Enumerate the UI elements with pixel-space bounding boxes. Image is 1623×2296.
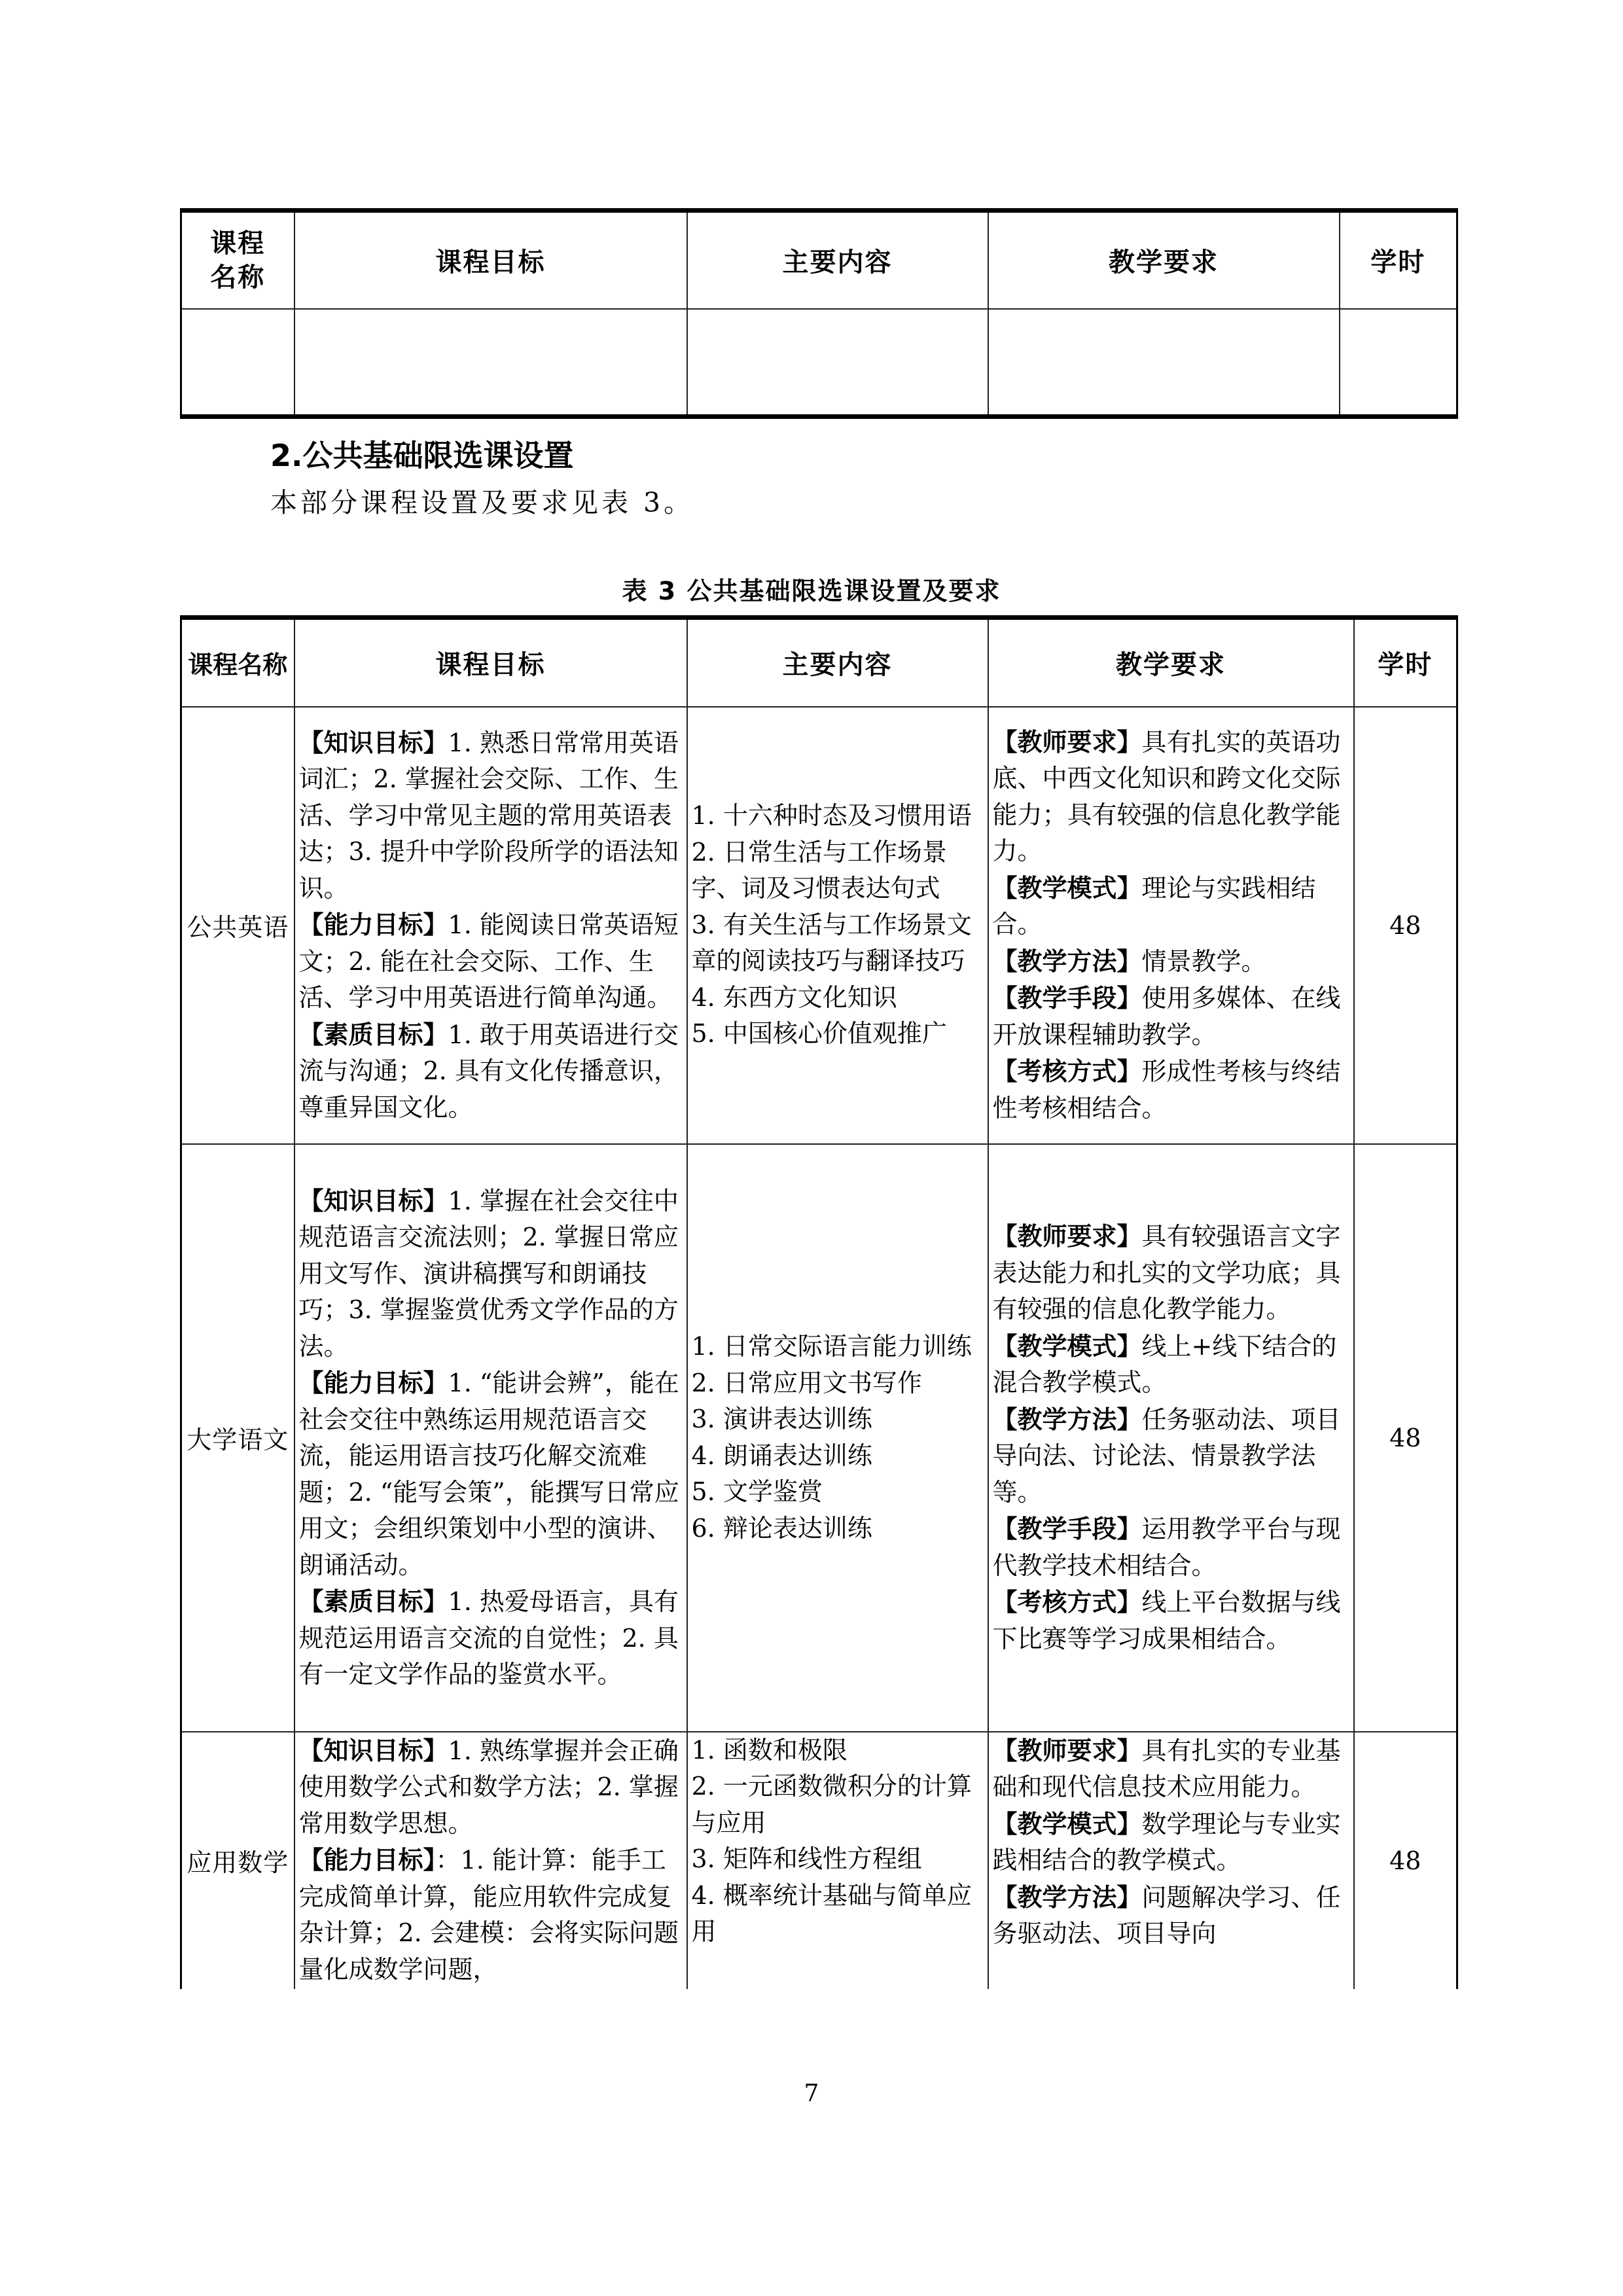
requirement-item: [993, 870, 1351, 943]
requirement-item: [993, 980, 1351, 1053]
goal-text: ：1. 能计算：能手工完成简单计算，能应用软件完成复杂计算；2. 会建模：会将实际问题量化成数学问题，: [298, 1846, 679, 1984]
requirement-text: 数学理论与专业实践相结合的教学模式。: [992, 1809, 1341, 1874]
header-teaching-requirements: 教学要求: [988, 618, 1354, 707]
requirement-text: 线上平台数据与线下比赛等学习成果相结合。: [992, 1588, 1341, 1653]
content-item: 2. 日常生活与工作场景字、词及习惯表达句式: [691, 837, 947, 903]
requirement-item: [993, 1511, 1351, 1584]
requirement-text: 任务驱动法、项目导向法、讨论法、情景教学法等。: [992, 1405, 1341, 1507]
table-row-empty: [181, 309, 1457, 417]
requirement-tag: 【教学模式】: [992, 872, 1142, 903]
goal-tag: 【能力目标】: [298, 910, 448, 940]
header-main-content: 主要内容: [687, 618, 988, 707]
goal-text: 1. 敢于用英语进行交流与沟通；2. 具有文化传播意识，尊重异国文化。: [298, 1020, 679, 1122]
header-hours: 学时: [1340, 211, 1457, 309]
goal-tag: 【能力目标】: [298, 1845, 436, 1874]
content-item: 4. 概率统计基础与简单应用: [691, 1880, 972, 1946]
content-item: 2. 日常应用文书写作: [691, 1368, 922, 1397]
table-header-row: [181, 618, 1457, 707]
empty-cell: [1340, 309, 1457, 417]
course-goals: [294, 1732, 687, 1989]
page-number: 7: [804, 2080, 819, 2107]
goal-tag: 【知识目标】: [298, 727, 448, 757]
goal-text: 1. 能阅读日常英语短文；2. 能在社会交际、工作、生活、学习中用英语进行简单沟通。: [298, 910, 679, 1013]
course-hours: 48: [1354, 707, 1457, 1144]
content-item: 3. 演讲表达训练: [691, 1405, 872, 1433]
teaching-requirements: [988, 707, 1354, 1144]
header-course-name-line2: 名称: [210, 262, 266, 293]
requirement-tag: 【教学模式】: [992, 1331, 1142, 1361]
goal-item: [299, 1732, 684, 1842]
requirement-tag: 【教学手段】: [992, 1514, 1142, 1543]
content-item: 5. 文学鉴赏: [691, 1477, 823, 1506]
header-course-goals: 课程目标: [294, 618, 687, 707]
header-main-content: 主要内容: [687, 211, 988, 309]
requirement-tag: 【考核方式】: [992, 1587, 1142, 1617]
section-heading: 2.公共基础限选课设置: [270, 438, 574, 473]
previous-course-table: [180, 208, 1458, 419]
requirement-tag: 【教师要求】: [992, 1221, 1142, 1251]
header-course-goals: 课程目标: [294, 211, 687, 309]
requirement-tag: 【教学手段】: [992, 983, 1142, 1013]
content-item: 3. 矩阵和线性方程组: [691, 1844, 922, 1873]
goal-tag: 【素质目标】: [298, 1587, 448, 1616]
table-row: [181, 1732, 1457, 1989]
elective-course-table: [180, 615, 1458, 1989]
main-content: [687, 1144, 988, 1732]
requirement-text: 使用多媒体、在线开放课程辅助教学。: [992, 984, 1341, 1049]
course-name: 公共英语: [181, 707, 294, 1144]
empty-cell: [988, 309, 1340, 417]
requirement-tag: 【教学方法】: [992, 946, 1142, 976]
requirement-tag: 【考核方式】: [992, 1056, 1142, 1086]
requirement-item: [993, 1328, 1351, 1401]
header-course-name: [181, 211, 294, 309]
teaching-requirements: [988, 1144, 1354, 1732]
requirement-tag: 【教师要求】: [992, 1735, 1142, 1765]
requirement-item: [993, 1401, 1351, 1511]
course-hours: 48: [1354, 1732, 1457, 1989]
goal-text: 1. 热爱母语言，具有规范运用语言交流的自觉性；2. 具有一定文学作品的鉴赏水平。: [298, 1587, 679, 1689]
requirement-item: [993, 1218, 1351, 1328]
requirement-tag: 【教学方法】: [992, 1404, 1142, 1434]
content-item: 2. 一元函数微积分的计算与应用: [691, 1772, 972, 1837]
content-item: 4. 朗诵表达训练: [691, 1441, 872, 1470]
goal-item: [299, 1183, 684, 1365]
course-hours: 48: [1354, 1144, 1457, 1732]
header-course-name: 课程名称: [181, 618, 294, 707]
content-item: 3. 有关生活与工作场景文章的阅读技巧与翻译技巧: [691, 910, 972, 976]
requirement-item: [993, 1053, 1351, 1126]
content-item: 1. 十六种时态及习惯用语: [691, 801, 972, 831]
content-item: 5. 中国核心价值观推广: [691, 1019, 947, 1049]
requirement-text: 理论与实践相结合。: [992, 873, 1316, 939]
goal-tag: 【素质目标】: [298, 1019, 448, 1049]
requirement-text: 运用教学平台与现代教学技术相结合。: [992, 1515, 1341, 1580]
table-header-row: [181, 211, 1457, 309]
header-course-name-line1: 课程: [210, 228, 266, 259]
goal-tag: 【知识目标】: [298, 1185, 448, 1215]
table-caption: 表 3 公共基础限选课设置及要求: [622, 577, 1001, 605]
course-goals: [294, 1144, 687, 1732]
empty-cell: [294, 309, 687, 417]
main-content: [687, 707, 988, 1144]
empty-cell: [687, 309, 988, 417]
goal-text: 1. 熟悉日常常用英语词汇；2. 掌握社会交际、工作、生活、学习中常见主题的常用英语表达；3. 提升中学阶段所学的语法知识。: [298, 728, 679, 903]
content-item: 4. 东西方文化知识: [691, 982, 897, 1012]
empty-cell: [181, 309, 294, 417]
content-item: 1. 日常交际语言能力训练: [691, 1332, 972, 1361]
requirement-tag: 【教学模式】: [992, 1808, 1142, 1839]
header-hours: 学时: [1354, 618, 1457, 707]
goal-text: 1. 掌握在社会交往中规范语言交流法则；2. 掌握日常应用文写作、演讲稿撰写和朗诵技巧；3. 掌握鉴赏优秀文学作品的方法。: [298, 1186, 679, 1361]
requirement-text: 情景教学。: [1141, 946, 1266, 976]
course-goals: [294, 707, 687, 1144]
goal-item: [299, 725, 684, 907]
requirement-item: [993, 1584, 1351, 1657]
teaching-requirements: [988, 1732, 1354, 1989]
goal-text: 1. 熟练掌握并会正确使用数学公式和数学方法；2. 掌握常用数学思想。: [298, 1736, 679, 1838]
requirement-text: 线上+线下结合的混合教学模式。: [992, 1331, 1337, 1397]
requirement-tag: 【教学方法】: [992, 1882, 1142, 1912]
requirement-item: [993, 943, 1351, 980]
requirement-tag: 【教师要求】: [992, 726, 1142, 757]
requirement-text: 问题解决学习、任务驱动法、项目导向: [992, 1882, 1341, 1948]
requirement-text: 具有较强语言文字表达能力和扎实的文学功底；具有较强的信息化教学能力。: [992, 1222, 1341, 1323]
requirement-item: [993, 724, 1351, 870]
goal-tag: 【知识目标】: [298, 1735, 448, 1765]
goal-item: [299, 1842, 684, 1988]
goal-item: [299, 906, 684, 1016]
goal-item: [299, 1583, 684, 1693]
course-name: 大学语文: [181, 1144, 294, 1732]
goal-item: [299, 1016, 684, 1126]
content-item: 6. 辩论表达训练: [691, 1513, 872, 1543]
table-row: [181, 1144, 1457, 1732]
requirement-text: 具有扎实的专业基础和现代信息技术应用能力。: [992, 1736, 1341, 1801]
course-name: 应用数学: [181, 1732, 294, 1989]
main-content: [687, 1732, 988, 1989]
requirement-item: [993, 1879, 1351, 1952]
goal-tag: 【能力目标】: [298, 1368, 448, 1397]
table-row: [181, 707, 1457, 1144]
goal-text: 1. “能讲会辨”，能在社会交往中熟练运用规范语言交流，能运用语言技巧化解交流难题；2. “能写会策”，能撰写日常应用文；会组织策划中小型的演讲、朗诵活动。: [298, 1369, 679, 1579]
section-intro: 本部分课程设置及要求见表 3。: [270, 487, 694, 518]
requirement-text: 具有扎实的英语功底、中西文化知识和跨文化交际能力；具有较强的信息化教学能力。: [992, 727, 1341, 866]
goal-item: [299, 1365, 684, 1583]
requirement-item: [993, 1732, 1351, 1806]
header-teaching-requirements: 教学要求: [988, 211, 1340, 309]
content-item: 1. 函数和极限: [691, 1735, 847, 1765]
requirement-text: 形成性考核与终结性考核相结合。: [992, 1057, 1341, 1122]
requirement-item: [993, 1806, 1351, 1879]
